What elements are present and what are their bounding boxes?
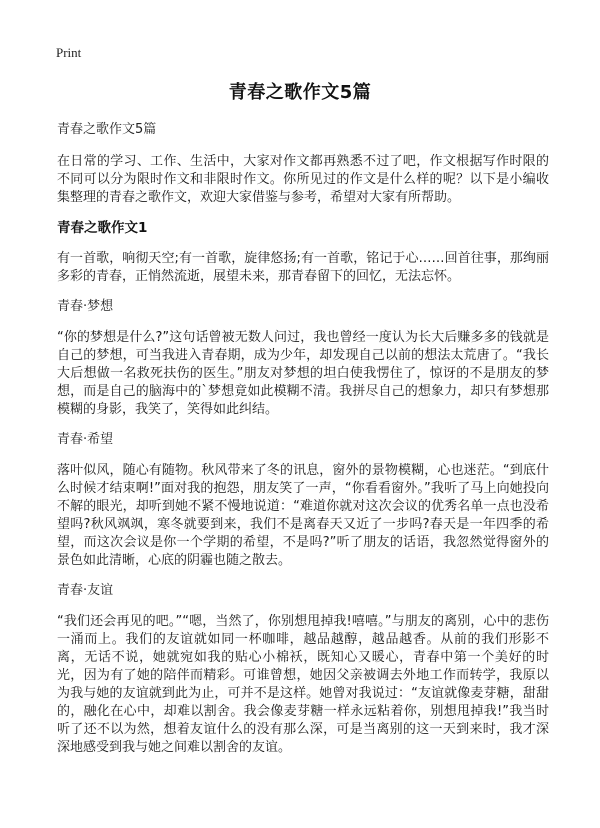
friendship-paragraph: “我们还会再见的吧。”“嗯，当然了，你别想甩掉我!嘻嘻。”与朋友的离别，心中的悲伤一涌而上。我们的友谊就如同一杯咖啡，越品越醇，越品越香。从前的我们形影不离，无话不说，她就宛如我的贴心小棉袄，既知心又暖心，青春中第一个美好的时光，因为有了她的陪伴而精彩。可谁曾想，她因父亲被调去外地工作而转学，我原以为我与她的友谊就到此为止，可并不是这样。她曾对我说过：“友谊就像麦芽糖，甜甜的，融化在心中，却难以割舍。我会像麦芽糖一样永远粘着你，别想甩掉我!”我当时听了还不以为然，想着友谊什么的没有那么深，可是当离别的这一天到来时，我才深深地感受到我与她之间难以割舍的友谊。 xyxy=(57,614,549,755)
print-link[interactable]: Print xyxy=(56,45,82,60)
section-label-friendship: 青春·友谊 xyxy=(57,583,114,598)
article-body xyxy=(57,121,549,769)
section-label-hope: 青春·希望 xyxy=(57,432,114,447)
essay-1-opening-paragraph: 有一首歌，响彻天空;有一首歌，旋律悠扬;有一首歌，铭记于心……回首往事，那绚丽多彩的青春，正悄然流逝，展望未来，那青春留下的回忆，无法忘怀。 xyxy=(57,251,549,284)
intro-paragraph: 在日常的学习、工作、生活中，大家对作文都再熟悉不过了吧，作文根据写作时限的不同可以分为限时作文和非限时作文。你所见过的作文是什么样的呢？以下是小编收集整理的青春之歌作文，欢迎大家借鉴与参考，希望对大家有所帮助。 xyxy=(57,154,549,205)
hope-paragraph: 落叶似风，随心有随物。秋风带来了冬的讯息，窗外的景物模糊，心也迷茫。“到底什么时候才结束啊!”面对我的抱怨，朋友笑了一声，“你看看窗外。”我听了马上向她投向不解的眼光，却听到她不紧不慢地说道：“难道你就对这次会议的优秀名单一点也没希望吗?秋风飒飒，寒冬就要到来，我们不是离春天又近了一步吗?春天是一年四季的希望，而这次会议是你一个学期的希望，不是吗?”听了朋友的话语，我忽然觉得窗外的景色如此清晰，心底的阴霾也随之散去。 xyxy=(57,463,549,568)
article-subtitle: 青春之歌作文5篇 xyxy=(57,122,157,137)
essay-1-heading: 青春之歌作文1 xyxy=(57,220,148,236)
dream-paragraph: “你的梦想是什么?”这句话曾被无数人问过，我也曾经一度认为长大后赚多多的钱就是自己的梦想，可当我进入青春期，成为少年，却发现自己以前的想法太荒唐了。“我长大后想做一名救死扶伤的医生。”朋友对梦想的坦白使我愣住了，惊讶的不是朋友的梦想，而是自己的脑海中的`梦想竟如此模糊不清。我拼尽自己的想象力，却只有梦想那模糊的身影，我笑了，笑得如此纠结。 xyxy=(57,330,549,417)
page-title: 青春之歌作文5篇 xyxy=(228,82,372,103)
section-label-dream: 青春·梦想 xyxy=(57,299,114,314)
